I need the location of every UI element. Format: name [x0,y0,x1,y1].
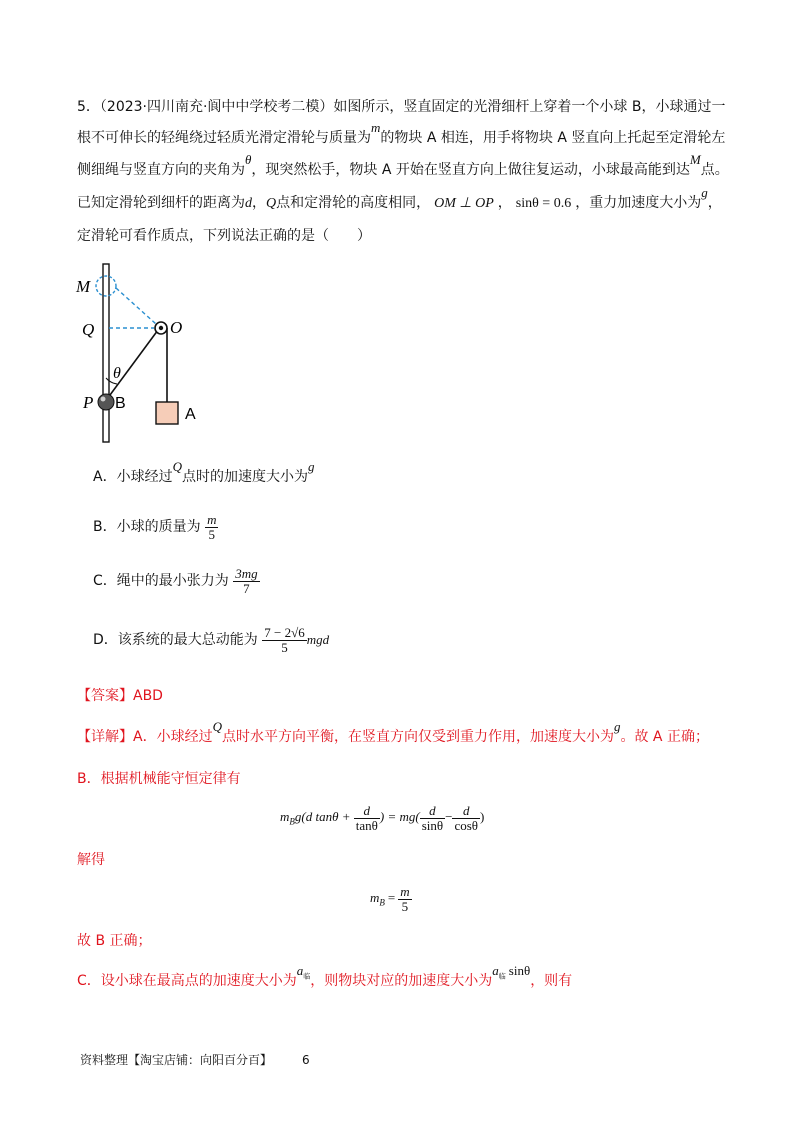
detail-text: 故 B 正确； [77,933,152,949]
question-text: ，重力加速度大小为 [575,195,702,211]
math-Q: Q [266,196,277,211]
pulley-center [159,326,163,330]
math-Q: Q [212,719,222,734]
option-D [93,623,329,657]
option-text: C．绳中的最小张力为 [93,573,229,589]
label-B: B [115,395,126,412]
question-text: 的物块 A 相连，用手将物块 A 竖直向上托起至定滑轮左 [380,130,726,146]
math-g: g [701,185,708,200]
question-line-5 [77,226,371,246]
question-line-1 [77,97,726,117]
detail-text: 解得 [77,852,105,868]
detail-text: ，则物块对应的加速度大小为 [310,973,493,989]
fraction-d-tan: $\frac{d}{\tan\theta}$ [355,802,378,833]
detail-text: 。故 A 正确； [620,729,709,745]
detail-text: C．设小球在最高点的加速度大小为 [77,973,297,989]
detail-text: 点时水平方向平衡，在竖直方向仅受到重力作用，加速度大小为 [221,729,614,745]
question-line-4 [77,185,722,214]
option-text: A．小球经过 [93,469,173,485]
detail-text: B．根据机械能守恒定律有 [77,771,241,787]
detail-label: 【详解】 [77,729,133,745]
rope-OP [110,330,158,395]
math-theta: θ [245,152,252,167]
detail-text: A．小球经过 [133,729,213,745]
question-text: ， [497,195,512,211]
detail-B-conclusion [77,931,152,951]
rod [103,264,109,442]
detail-A-line [77,719,709,747]
question-text: 已知定滑轮到细杆的距离为 [77,195,245,211]
option-A [93,459,315,487]
detail-solve-line [77,850,105,870]
page-number: 6 [302,1053,310,1067]
label-P: P [83,393,94,412]
footer-source: 资料整理【淘宝店铺：向阳百分百】 [80,1053,273,1067]
option-C [93,564,260,598]
label-O: O [170,318,183,337]
block-A [156,402,178,424]
page-footer [80,1050,310,1070]
option-text: D．该系统的最大总动能为 [93,632,258,648]
math-m: m [371,120,381,135]
math-sin: sinθ = 0.6 [515,196,572,211]
question-text: 点。 [700,162,729,178]
question-text: 根不可伸长的轻绳绕过轻质光滑定滑轮与质量为 [77,130,371,146]
fraction-3mg-over-7: $\frac{3mg}{7}$ [235,565,258,596]
question-text: ， [252,195,266,211]
question-text: ，现突然松手，物块 A 开始在竖直方向上做往复运动，小球最高能到达 [251,162,690,178]
detail-C-line: C．设小球在最高点的加速度大小为$a_临$，则物块对应的加速度大小为$a_临$ sinθ，则有 [77,963,573,989]
question-text: 定滑轮可看作质点，下列说法正确的是（ ） [77,228,371,244]
answer-line [77,686,163,706]
option-text: B．小球的质量为 [93,519,201,535]
fraction-D: $\frac{7 - 2√6}{5}$ [264,624,305,655]
fraction-d-cos: $\frac{d}{\cos\theta}$ [454,802,478,833]
math-g: g [307,459,315,474]
fraction-m-over-5-eq: $\frac{m}{5}$ [400,883,410,914]
question-text: 5．（2023·四川南充·阆中中学校考二模）如图所示，竖直固定的光滑细杆上穿着一个小球 B，小球通过一 [77,99,726,115]
detail-text: ，则有 [530,973,573,989]
fraction-m-over-5: $\frac{m}{5}$ [207,511,217,542]
ball-B [98,394,114,410]
math-g: g [613,719,621,734]
math-mgd: mgd [306,632,330,647]
option-text: 点时的加速度大小为 [181,469,308,485]
detail-B-line [77,769,241,789]
answer-label: 【答案】 [77,688,133,704]
math-Q: Q [172,459,182,474]
label-Q: Q [82,320,95,339]
fraction-d-sin: $\frac{d}{\sin\theta}$ [421,802,444,833]
question-line-2 [77,120,726,148]
question-text: 点和定滑轮的高度相同， [276,195,431,211]
math-d: d [245,196,252,211]
question-line-3 [77,152,729,180]
option-B [93,510,218,544]
math-perp: OM ⊥ OP [434,196,494,211]
question-text: 侧细绳与竖直方向的夹角为 [77,162,245,178]
math-M: M [689,152,701,167]
label-A: A [185,406,196,423]
label-theta: θ [113,365,121,382]
answer-value: ABD [133,688,163,704]
question-text: ， [707,195,722,211]
dashed-line-MO [116,288,156,324]
equation-mass: $m_B$ = $\frac{m}{5}$ [370,883,410,914]
label-M: M [76,277,91,296]
physics-figure [70,262,220,446]
equation-energy: $m_Bg(d$ tanθ + $\frac{d}{\tan\theta}$ ) = mg( $\frac{d}{\sin\theta}$ − $\frac{d}{\cos\theta}$ ) [280,802,485,833]
